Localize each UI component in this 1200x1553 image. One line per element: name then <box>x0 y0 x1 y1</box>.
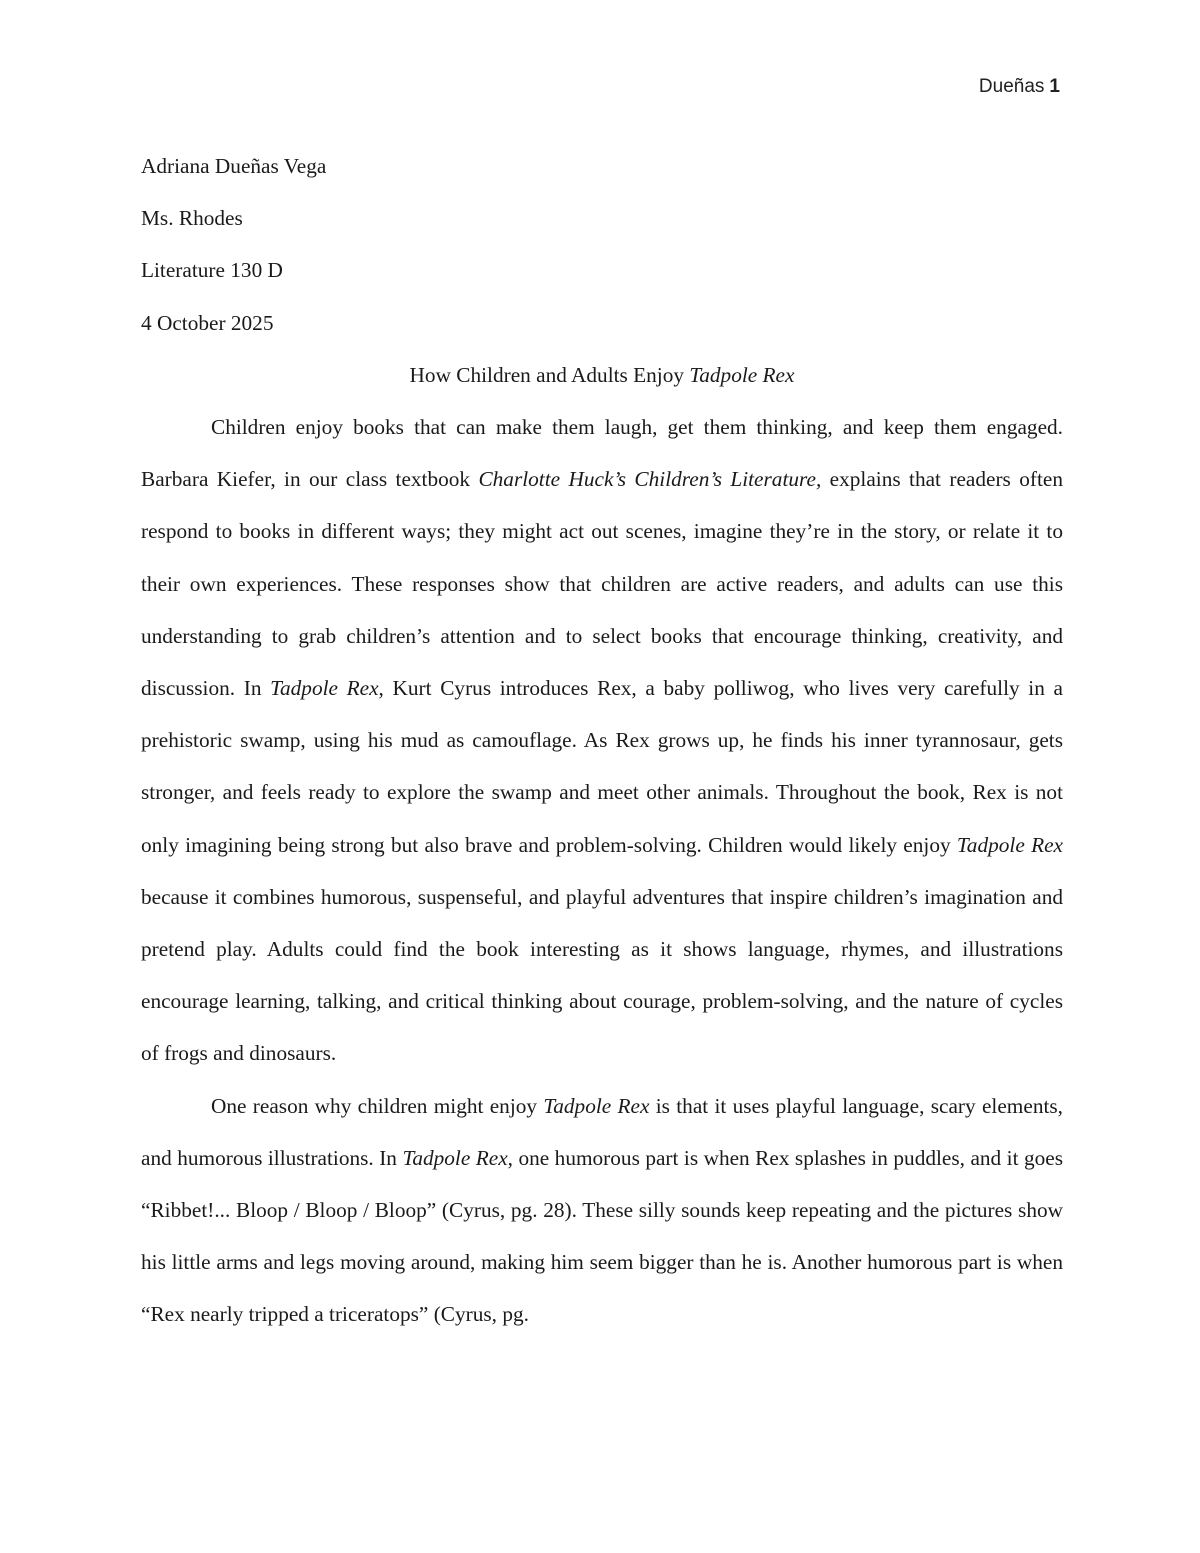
p1-book-title-2: Tadpole Rex <box>956 832 1063 857</box>
essay-title <box>141 349 1063 401</box>
p2-text-2: is that it uses playful language, scary elements, and humorous illustrations. In <box>141 1093 1063 1170</box>
title-prefix: How Children and Adults Enjoy <box>409 362 690 387</box>
p1-text-3: , Kurt Cyrus introduces Rex, a baby polliwog, who lives very carefully in a prehistoric swamp, using his mud as camouflage. As Rex grows up, he finds his inner tyrannosaur, gets stronger, and feels ready to explore the swamp and meet other animals. Throughout the book, Rex is not only imagining being strong but also brave and problem-solving. Children would likely enjoy <box>141 676 1063 857</box>
p2-text-1: One reason why children might enjoy <box>211 1093 544 1118</box>
p2-book-title-2: Tadpole Rex <box>402 1145 508 1170</box>
p1-book-title-1: Tadpole Rex <box>270 676 379 701</box>
running-header <box>979 74 1060 100</box>
instructor-name: Ms. Rhodes <box>141 206 243 231</box>
p1-textbook-title: Charlotte Huck’s Children’s Literature, <box>478 467 822 492</box>
course-name: Literature 130 D <box>141 258 283 283</box>
header-author: Dueñas <box>978 76 1045 97</box>
paragraph-2 <box>141 1080 1063 1341</box>
p1-text-1: Children enjoy books that can make them laugh, get them thinking, and keep them engaged. Barbara Kiefer, in our class textbook <box>141 415 1063 492</box>
p2-text-3: , one humorous part is when Rex splashes in puddles, and it goes “Ribbet!... Bloop / Bloop / Bloop” (Cyrus, pg. 28). These silly sounds keep repeating and the pictures show his little arms and legs moving around, making him seem bigger than he is. Another humorous part is when “Rex nearly tripped a triceratops” (Cyrus, pg. <box>141 1145 1063 1327</box>
paragraph-1 <box>141 401 1063 1080</box>
title-book: Tadpole Rex <box>689 362 795 387</box>
page-number: 1 <box>1049 76 1060 97</box>
document-body <box>141 140 1063 1341</box>
p1-text-2: explains that readers often respond to books in different ways; they might act out scenes, imagine they’re in the story, or relate it to their own experiences. These responses show that children are active readers, and adults can use this understanding to grab children’s attention and to select books that encourage thinking, creativity, and discussion. In <box>141 467 1063 701</box>
student-name: Adriana Dueñas Vega <box>141 154 327 178</box>
p1-text-4: because it combines humorous, suspenseful, and playful adventures that inspire children’s imagination and pretend play. Adults could find the book interesting as it shows language, rhymes, and illustrations encourage learning, talking, and critical thinking about courage, problem-solving, and the nature of cycles of frogs and dinosaurs. <box>141 884 1063 1066</box>
p2-book-title-1: Tadpole Rex <box>543 1093 650 1118</box>
essay-date: 4 October 2025 <box>141 310 274 335</box>
